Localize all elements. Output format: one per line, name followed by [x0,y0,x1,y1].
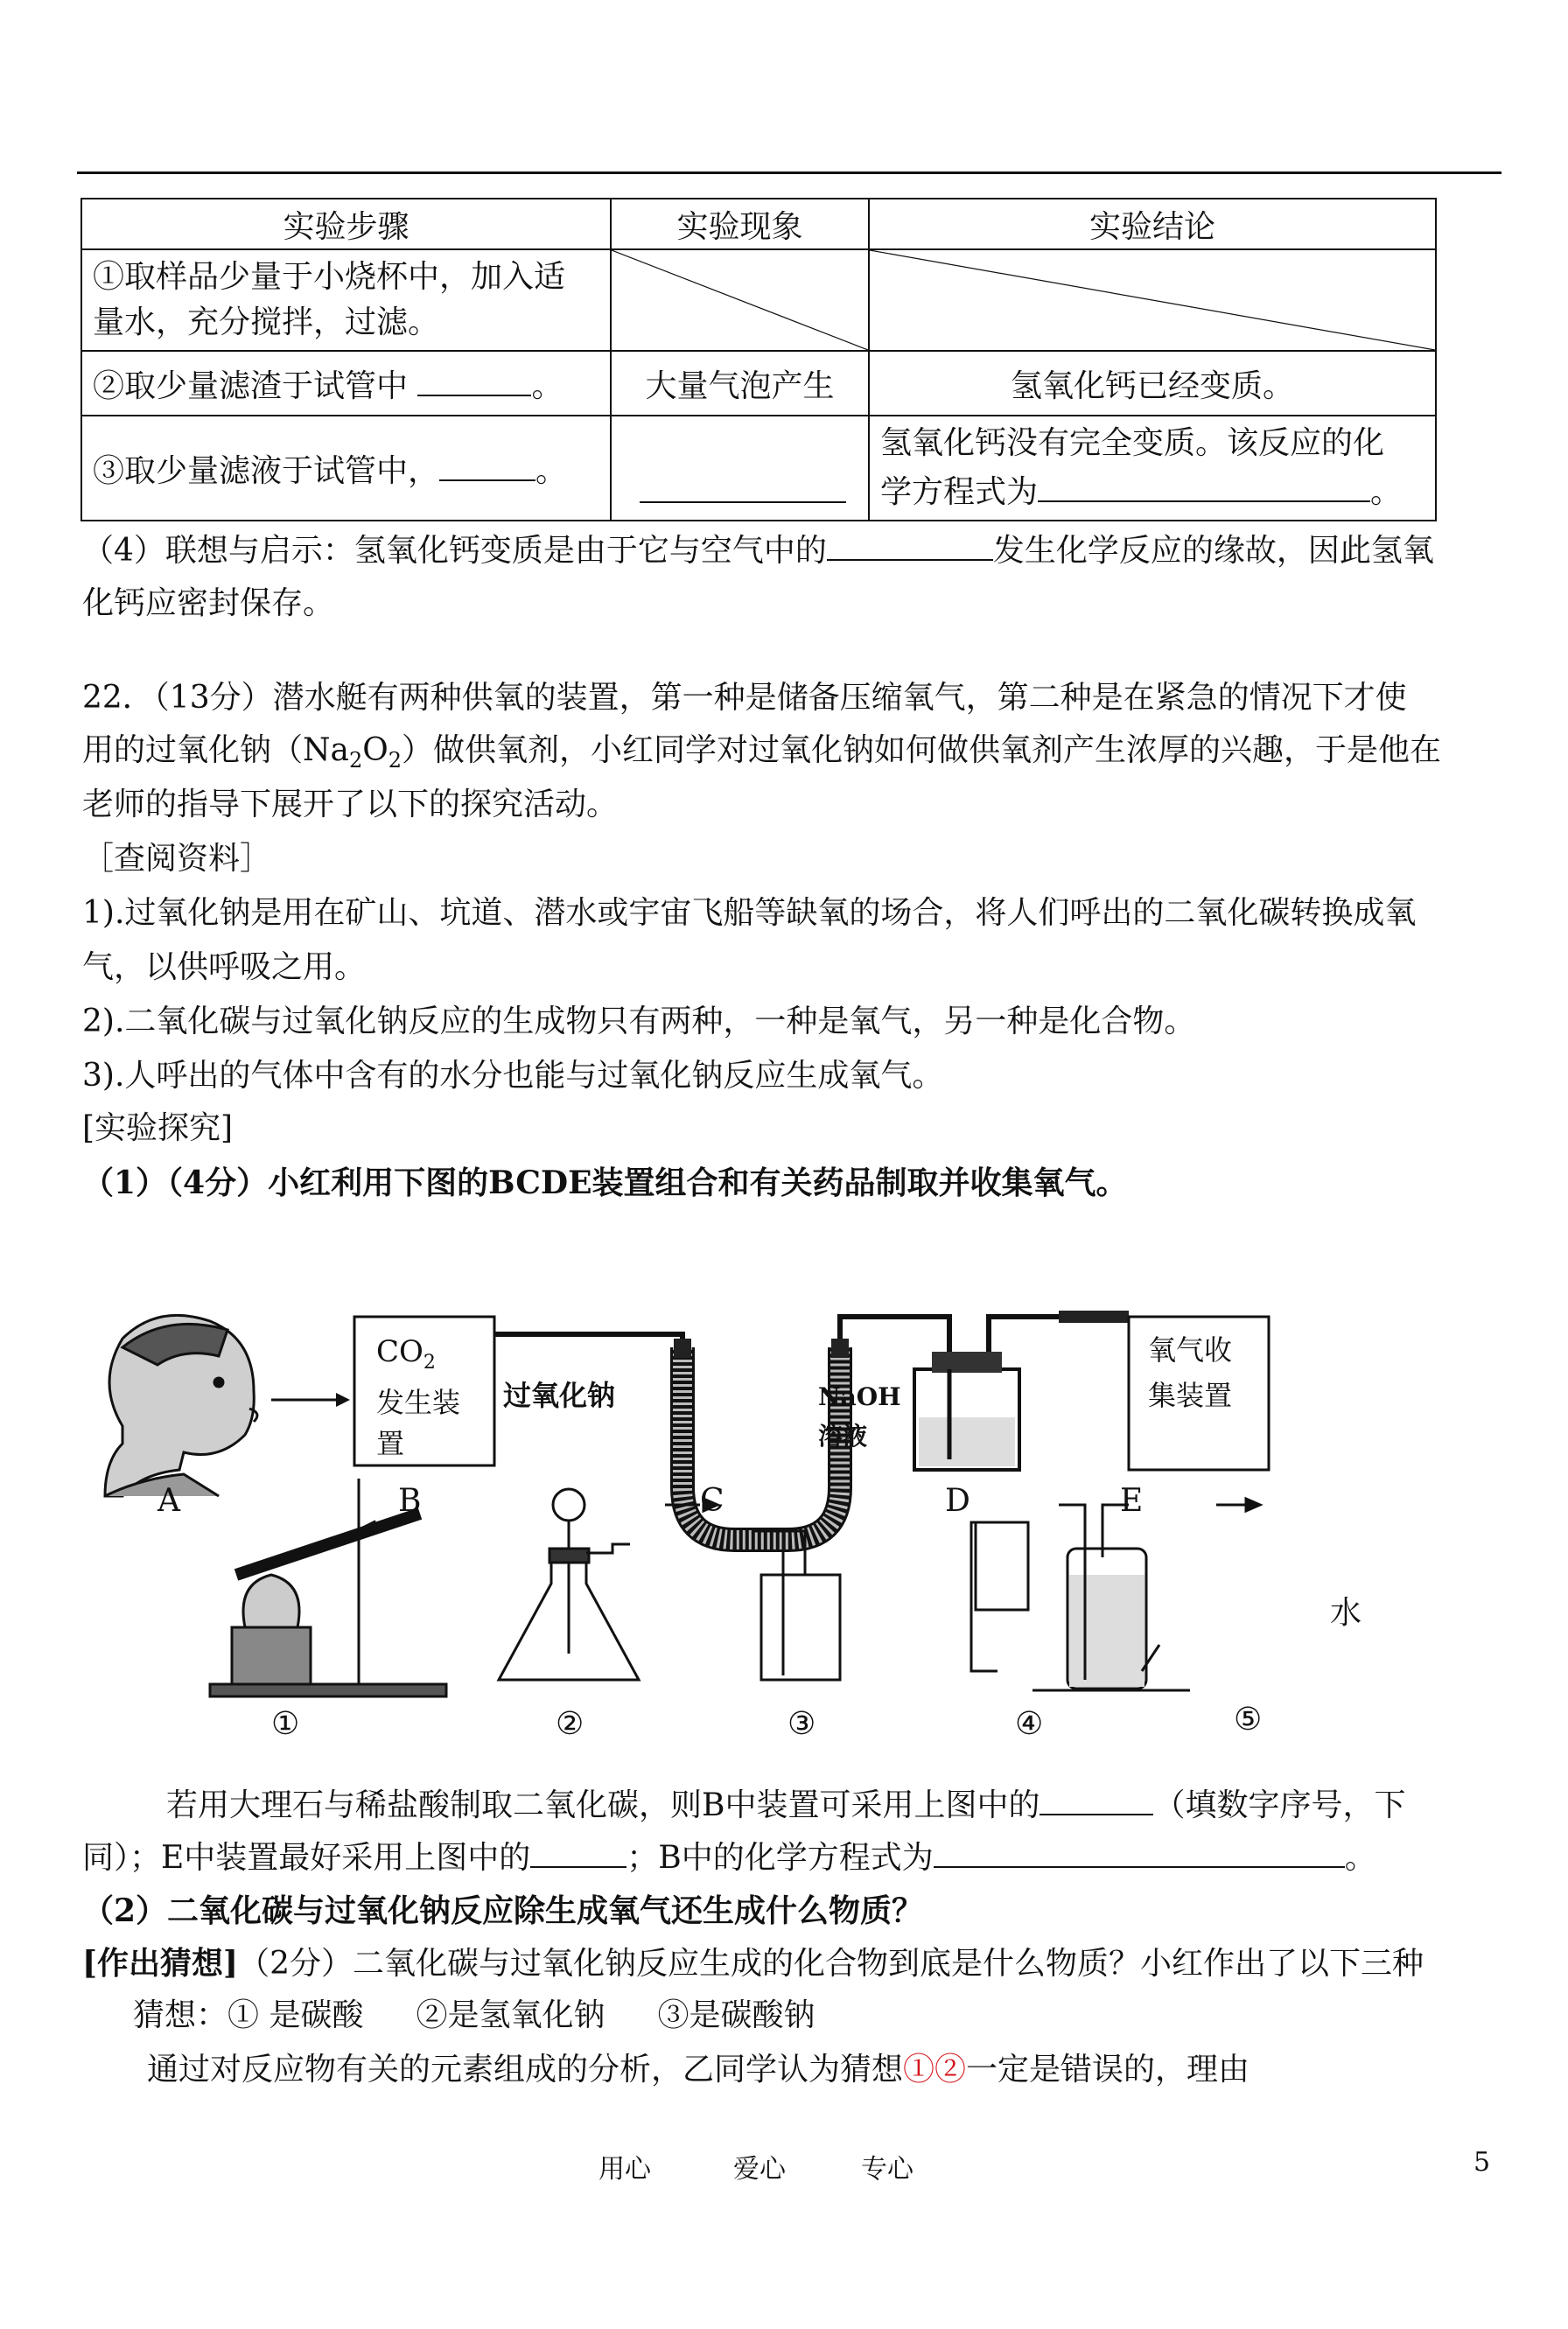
number-4: ④ [1015,1706,1044,1742]
apparatus-drawing [88,1286,1522,1776]
q22-line-3: 老师的指导下展开了以下的探究活动。 [82,787,619,822]
answer-blank [640,475,846,503]
experiment-table [80,198,1437,521]
tube-stopper [674,1339,691,1358]
table-row [81,249,1436,351]
letter-b: B [398,1483,422,1519]
number-3: ③ [788,1706,816,1742]
guess-line-1: [作出猜想]（2分）二氧化碳与过氧化钠反应生成的化合物到底是什么物质？小红作出了以下三种 [82,1945,1424,1982]
table-cell [81,351,611,416]
conclusion-2: 氢氧化钙已经变质。 [869,351,1436,416]
answer-blank [827,533,993,561]
info-item-3: 3).人呼出的气体中含有的水分也能与过氧化钠反应生成氧气。 [82,1058,944,1094]
naoh-solution [919,1417,1015,1466]
explore-heading: [实验探究] [82,1110,234,1146]
phenomenon-2: 大量气泡产生 [611,351,869,416]
table-row [81,416,1436,521]
answer-blank [530,1840,626,1868]
apparatus-2-icon [499,1489,639,1680]
guess-line-2: 猜想：① 是碳酸 ②是氢氧化钠 ③是碳酸钠 [133,1997,816,2033]
box-b-label-1: $CO_2$ [376,1334,436,1374]
top-rule [77,171,1502,174]
step-1-line-1: ①取样品少量于小烧杯中，加入适 [93,259,566,295]
para-line-1: 若用大理石与稀盐酸制取二氧化碳，则B中装置可采用上图中的 （填数字序号，下 [166,1787,1406,1823]
q4-line-2: 化钙应密封保存。 [82,585,335,621]
diagonal-line [612,250,868,350]
number-1: ① [271,1706,300,1742]
letter-d: D [945,1483,970,1519]
punctuation: 。 [536,452,568,489]
diagonal-line [870,250,1435,350]
footer-text-3: 专心 [861,2154,914,2185]
table-header: 实验结论 [869,199,1436,249]
apparatus-4-icon [971,1522,1028,1671]
apparatus-3-icon [752,1531,840,1680]
answer-blank [934,1840,1345,1868]
table-cell [81,249,611,351]
explore-part-1: （1）（4分）小红利用下图的BCDE装置组合和有关药品制取并收集氧气。 [82,1164,1128,1201]
answer-blank [439,453,536,481]
tube-stopper [831,1339,849,1358]
info-item-1-line-1: 1).过氧化钠是用在矿山、坑道、潜水或宇宙飞船等缺氧的场合，将人们呼出的二氧化碳转换成氧 [82,895,1417,931]
box-e-label-2: 集装置 [1148,1379,1233,1412]
box-e-label-1: 氧气收 [1148,1333,1233,1367]
conclusion-3-line-1: 氢氧化钙没有完全变质。该反应的化 [880,425,1385,461]
water-label: 水 [1330,1595,1362,1631]
table-cell [81,416,611,521]
table-header: 实验现象 [611,199,869,249]
table-cell [869,416,1436,521]
arrow-head [336,1393,350,1407]
answer-blank [1038,474,1370,502]
guess-line-3: 通过对反应物有关的元素组成的分析，乙同学认为猜想①②一定是错误的，理由 [147,2052,1250,2088]
answer-blank [1040,1787,1153,1815]
page-number: 5 [1474,2147,1491,2178]
table-row [81,351,1436,416]
letter-e: E [1120,1483,1144,1519]
highlighted-guesses: ①② [903,2052,967,2088]
conclusion-3-line-2: 学方程式为 。 [880,474,1403,510]
step-1-line-2: 量水，充分搅拌，过滤。 [93,304,440,340]
part-2-heading: （2）二氧化碳与过氧化钠反应除生成氧气还生成什么物质？ [82,1892,924,1929]
step-3: ③取少量滤液于试管中， [93,452,440,489]
person-blowing-icon [105,1315,257,1496]
table-header-row [81,199,1436,249]
footer-text-1: 用心 [598,2154,651,2185]
table-cell-crossed [611,249,869,351]
info-heading: ［查阅资料］ [82,841,272,877]
box-b-label-3: 置 [376,1427,405,1460]
sodium-peroxide-label: 过氧化钠 [503,1379,616,1412]
para-line-2: 同）；E中装置最好采用上图中的 ；B中的化学方程式为 。 [82,1840,1376,1876]
table-header: 实验步骤 [81,199,611,249]
footer-text-2: 爱心 [733,2154,786,2185]
q22-line-1: 22．（13分）潜水艇有两种供氧的装置，第一种是储备压缩氧气，第二种是在紧急的情况下才使 [82,680,1407,716]
naoh-label-1: NaOH [818,1382,901,1411]
q4-line-1: （4）联想与启示：氢氧化钙变质是由于它与空气中的 发生化学反应的缘故，因此氢氧 [82,533,1434,569]
table-cell [611,416,869,521]
info-item-1-line-2: 气，以供呼吸之用。 [82,949,367,985]
bottle-stopper [932,1352,1002,1373]
apparatus-figure [88,1286,1522,1776]
number-2: ② [556,1706,584,1742]
letter-a: A [158,1483,180,1519]
box-b-label-2: 发生装 [376,1386,461,1419]
info-item-2: 2).二氧化碳与过氧化钠反应的生成物只有两种，一种是氧气，另一种是化合物。 [82,1004,1196,1039]
apparatus-5-icon [665,1499,1260,1690]
answer-blank [417,368,531,396]
naoh-label-2: 溶液 [818,1422,868,1451]
punctuation: 。 [531,367,564,404]
step-2: ②取少量滤渣于试管中 [93,367,409,404]
table-cell-crossed [869,249,1436,351]
number-5: ⑤ [1234,1702,1263,1738]
letter-c: C [700,1483,724,1519]
q22-line-2: 用的过氧化钠$(Na_2O_2)$做供氧剂，小红同学对过氧化钠如何做供氧剂产生浓厚的兴趣，于是他在 [82,732,1442,773]
